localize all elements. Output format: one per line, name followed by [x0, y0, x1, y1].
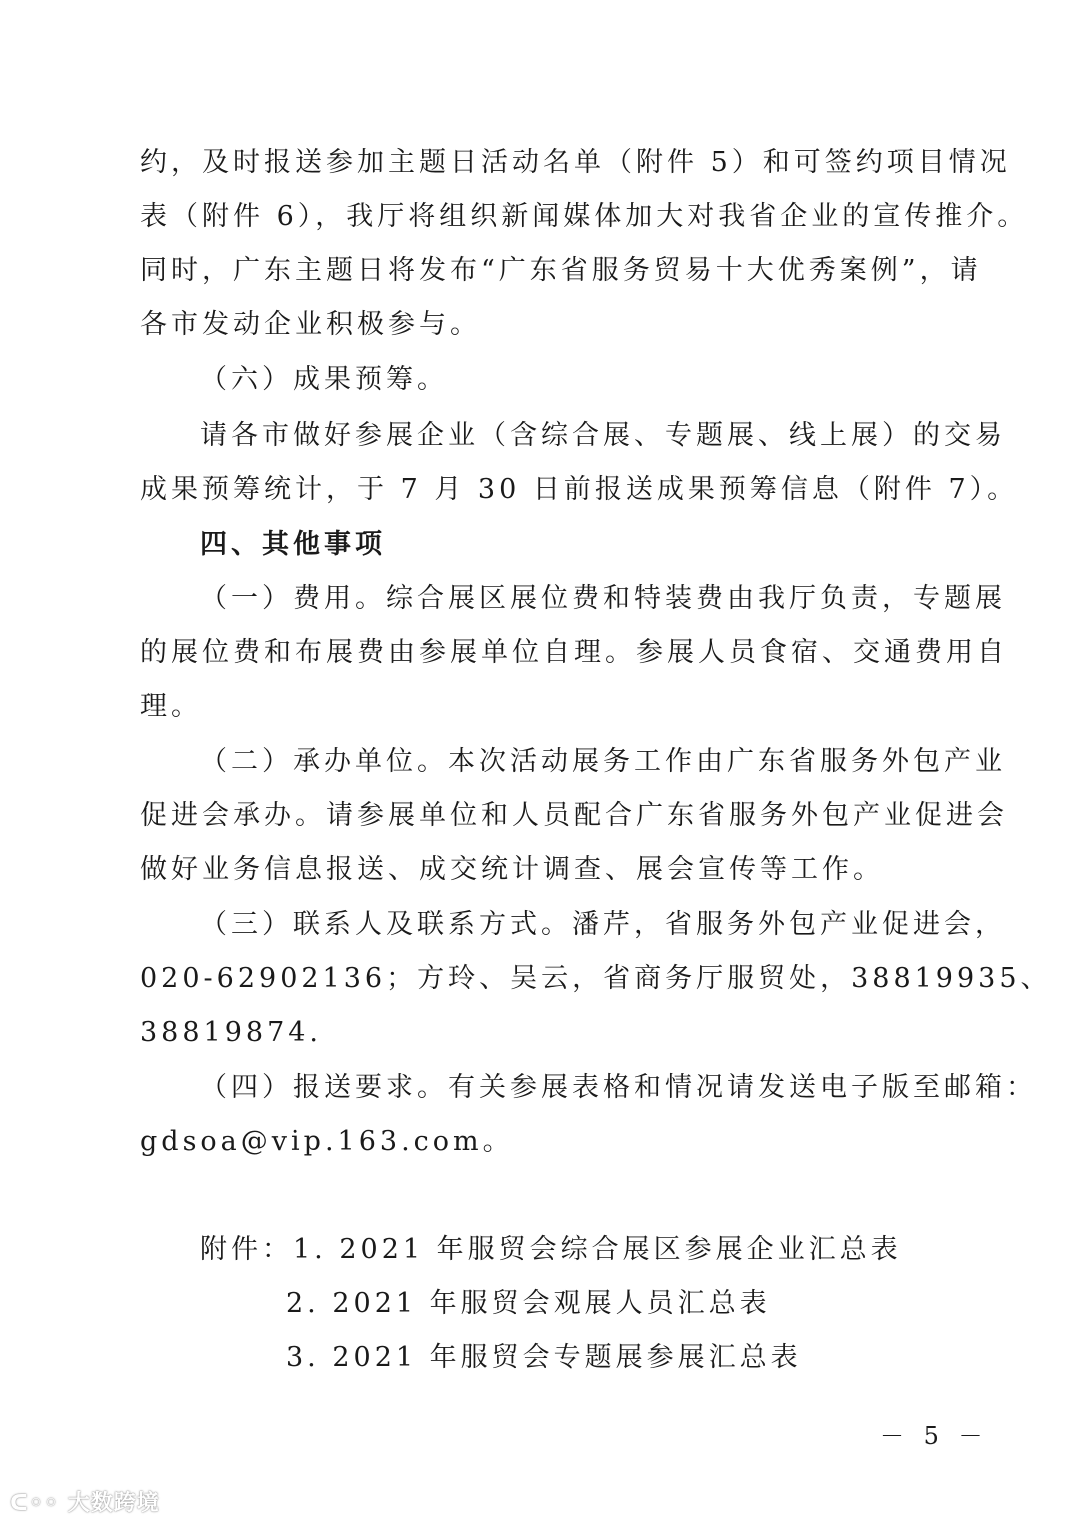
body-line: 请各市做好参展企业（含综合展、专题展、线上展）的交易 [200, 420, 1006, 451]
body-line: 成果预筹统计，于 7 月 30 日前报送成果预筹信息（附件 7）。 [140, 474, 1019, 505]
watermark-icon: ᑕ◦◦ [10, 1491, 68, 1516]
body-line: 理。 [140, 691, 202, 722]
body-line: （四）报送要求。有关参展表格和情况请发送电子版至邮箱： [200, 1072, 1037, 1103]
body-line: 38819874. [140, 1017, 323, 1048]
page-number: － 5 － [880, 1422, 989, 1450]
watermark-logo [10, 1486, 160, 1517]
body-line: （一）费用。综合展区展位费和特装费由我厅负责，专题展 [200, 583, 1006, 614]
body-line: （二）承办单位。本次活动展务工作由广东省服务外包产业 [200, 746, 1006, 777]
body-line: 020-62902136；方玲、吴云，省商务厅服贸处，38819935、 [140, 963, 1052, 994]
section-heading: 四、其他事项 [200, 529, 386, 560]
body-line: 做好业务信息报送、成交统计调查、展会宣传等工作。 [140, 854, 884, 885]
watermark-text: 大数跨境 [67, 1491, 160, 1516]
attachment-item: 3. 2021 年服贸会专题展参展汇总表 [286, 1342, 802, 1373]
body-line: （三）联系人及联系方式。潘芹，省服务外包产业促进会， [200, 909, 1006, 940]
body-line: 促进会承办。请参展单位和人员配合广东省服务外包产业促进会 [140, 800, 1008, 831]
email-line: gdsoa@vip.163.com。 [140, 1126, 514, 1157]
body-line: 约，及时报送参加主题日活动名单（附件 5）和可签约项目情况 [140, 147, 1011, 178]
body-line: 表（附件 6），我厅将组织新闻媒体加大对我省企业的宣传推介。 [140, 201, 1029, 232]
attachment-item: 附件：1. 2021 年服贸会综合展区参展企业汇总表 [200, 1234, 902, 1265]
body-line: 同时，广东主题日将发布“广东省服务贸易十大优秀案例”，请 [140, 255, 982, 286]
subsection-heading: （六）成果预筹。 [200, 364, 448, 395]
attachment-item: 2. 2021 年服贸会观展人员汇总表 [286, 1288, 771, 1319]
body-line: 的展位费和布展费由参展单位自理。参展人员食宿、交通费用自 [140, 637, 1008, 668]
body-line: 各市发动企业积极参与。 [140, 309, 481, 340]
